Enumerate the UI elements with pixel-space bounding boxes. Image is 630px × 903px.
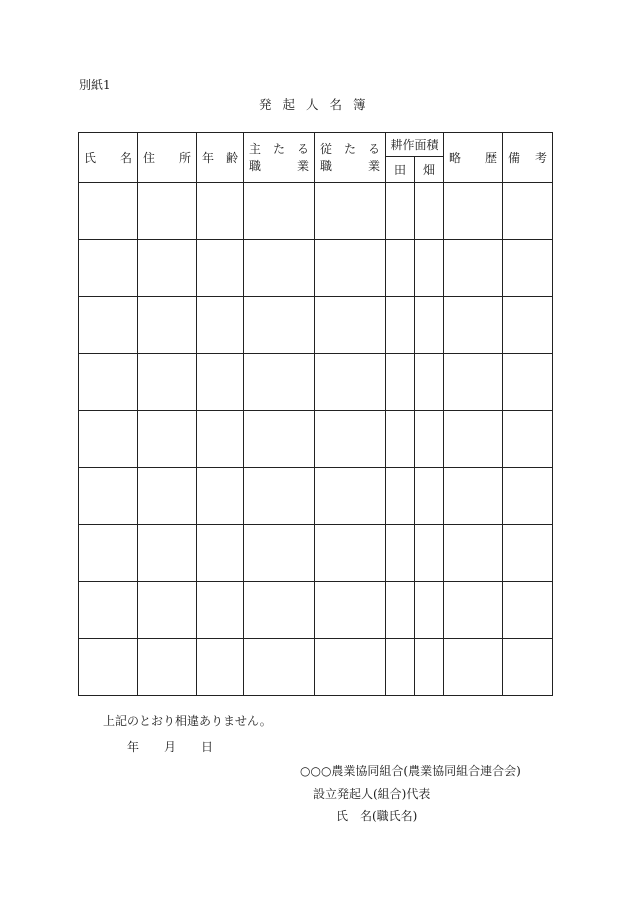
- table-cell: [138, 582, 197, 639]
- table-cell: [138, 468, 197, 525]
- header-career: 略 歴: [444, 133, 503, 183]
- table-cell: [315, 297, 386, 354]
- table-cell: [386, 354, 415, 411]
- table-cell: [503, 582, 553, 639]
- table-cell: [444, 411, 503, 468]
- table-row: [79, 240, 553, 297]
- table-cell: [79, 525, 138, 582]
- table-cell: [386, 468, 415, 525]
- table-cell: [415, 297, 444, 354]
- table-row: [79, 639, 553, 696]
- table-row: [79, 411, 553, 468]
- table-row: [79, 354, 553, 411]
- header-main-occupation: 主 た る 職 業: [244, 133, 315, 183]
- table-cell: [415, 582, 444, 639]
- table-cell: [415, 354, 444, 411]
- table-cell: [79, 297, 138, 354]
- table-cell: [503, 297, 553, 354]
- table-row: [79, 468, 553, 525]
- table-cell: [444, 582, 503, 639]
- table-cell: [244, 639, 315, 696]
- table-cell: [415, 468, 444, 525]
- table-cell: [444, 354, 503, 411]
- table-cell: [503, 240, 553, 297]
- header-address: 住 所: [138, 133, 197, 183]
- table-cell: [138, 297, 197, 354]
- table-cell: [386, 525, 415, 582]
- table-cell: [244, 582, 315, 639]
- table-cell: [315, 354, 386, 411]
- header-age: 年 齢: [197, 133, 244, 183]
- table-cell: [386, 183, 415, 240]
- table-cell: [315, 582, 386, 639]
- table-cell: [444, 240, 503, 297]
- table-cell: [415, 639, 444, 696]
- statement-text: 上記のとおり相違ありません。: [103, 714, 272, 728]
- name-label: 氏 名(職氏名): [336, 809, 418, 823]
- table-cell: [244, 240, 315, 297]
- table-row: [79, 297, 553, 354]
- table-cell: [197, 639, 244, 696]
- table-cell: [244, 354, 315, 411]
- table-cell: [444, 639, 503, 696]
- annex-label: 別紙1: [79, 78, 111, 92]
- table-cell: [138, 525, 197, 582]
- table-cell: [244, 297, 315, 354]
- table-cell: [79, 240, 138, 297]
- table-cell: [197, 468, 244, 525]
- header-farmland-area: 耕作面積: [386, 133, 444, 157]
- table-cell: [386, 297, 415, 354]
- table-cell: [503, 411, 553, 468]
- table-cell: [503, 525, 553, 582]
- table-cell: [197, 411, 244, 468]
- header-name: 氏 名: [79, 133, 138, 183]
- cooperative-name: ○○○農業協同組合(農業協同組合連合会): [300, 764, 521, 778]
- table-cell: [503, 354, 553, 411]
- table-cell: [315, 183, 386, 240]
- header-remarks: 備 考: [503, 133, 553, 183]
- year-label: 年: [127, 740, 140, 754]
- table-cell: [444, 525, 503, 582]
- table-cell: [79, 411, 138, 468]
- table-cell: [386, 240, 415, 297]
- day-label: 日: [201, 740, 214, 754]
- date-line: [127, 738, 213, 755]
- table-cell: [315, 468, 386, 525]
- founder-representative: 設立発起人(組合)代表: [313, 787, 431, 801]
- table-cell: [386, 582, 415, 639]
- table-cell: [415, 411, 444, 468]
- month-label: 月: [164, 740, 177, 754]
- table-cell: [386, 411, 415, 468]
- document-title: 発起人名簿: [259, 97, 377, 112]
- table-cell: [315, 525, 386, 582]
- table-cell: [244, 468, 315, 525]
- header-field: 畑: [415, 157, 444, 183]
- table-cell: [244, 525, 315, 582]
- table-cell: [197, 525, 244, 582]
- table-row: [79, 183, 553, 240]
- table-cell: [444, 297, 503, 354]
- header-paddy: 田: [386, 157, 415, 183]
- table-cell: [79, 582, 138, 639]
- table-cell: [79, 468, 138, 525]
- table-cell: [315, 639, 386, 696]
- table-cell: [503, 183, 553, 240]
- table-cell: [79, 639, 138, 696]
- table-cell: [415, 525, 444, 582]
- table-cell: [503, 639, 553, 696]
- table-cell: [415, 240, 444, 297]
- table-cell: [138, 240, 197, 297]
- table-cell: [315, 411, 386, 468]
- table-cell: [138, 639, 197, 696]
- table-cell: [415, 183, 444, 240]
- table-cell: [197, 240, 244, 297]
- table-cell: [197, 582, 244, 639]
- table-cell: [197, 297, 244, 354]
- header-side-occupation: 従 た る 職 業: [315, 133, 386, 183]
- table-cell: [138, 183, 197, 240]
- table-cell: [79, 183, 138, 240]
- table-row: [79, 525, 553, 582]
- table-cell: [444, 468, 503, 525]
- table-cell: [138, 411, 197, 468]
- table-cell: [315, 240, 386, 297]
- table-cell: [197, 183, 244, 240]
- table-cell: [386, 639, 415, 696]
- table-cell: [244, 183, 315, 240]
- founders-table: [78, 132, 553, 696]
- table-cell: [197, 354, 244, 411]
- table-cell: [503, 468, 553, 525]
- table-cell: [244, 411, 315, 468]
- header-row-1: [79, 133, 553, 157]
- table-row: [79, 582, 553, 639]
- table-cell: [138, 354, 197, 411]
- table-cell: [444, 183, 503, 240]
- table-cell: [79, 354, 138, 411]
